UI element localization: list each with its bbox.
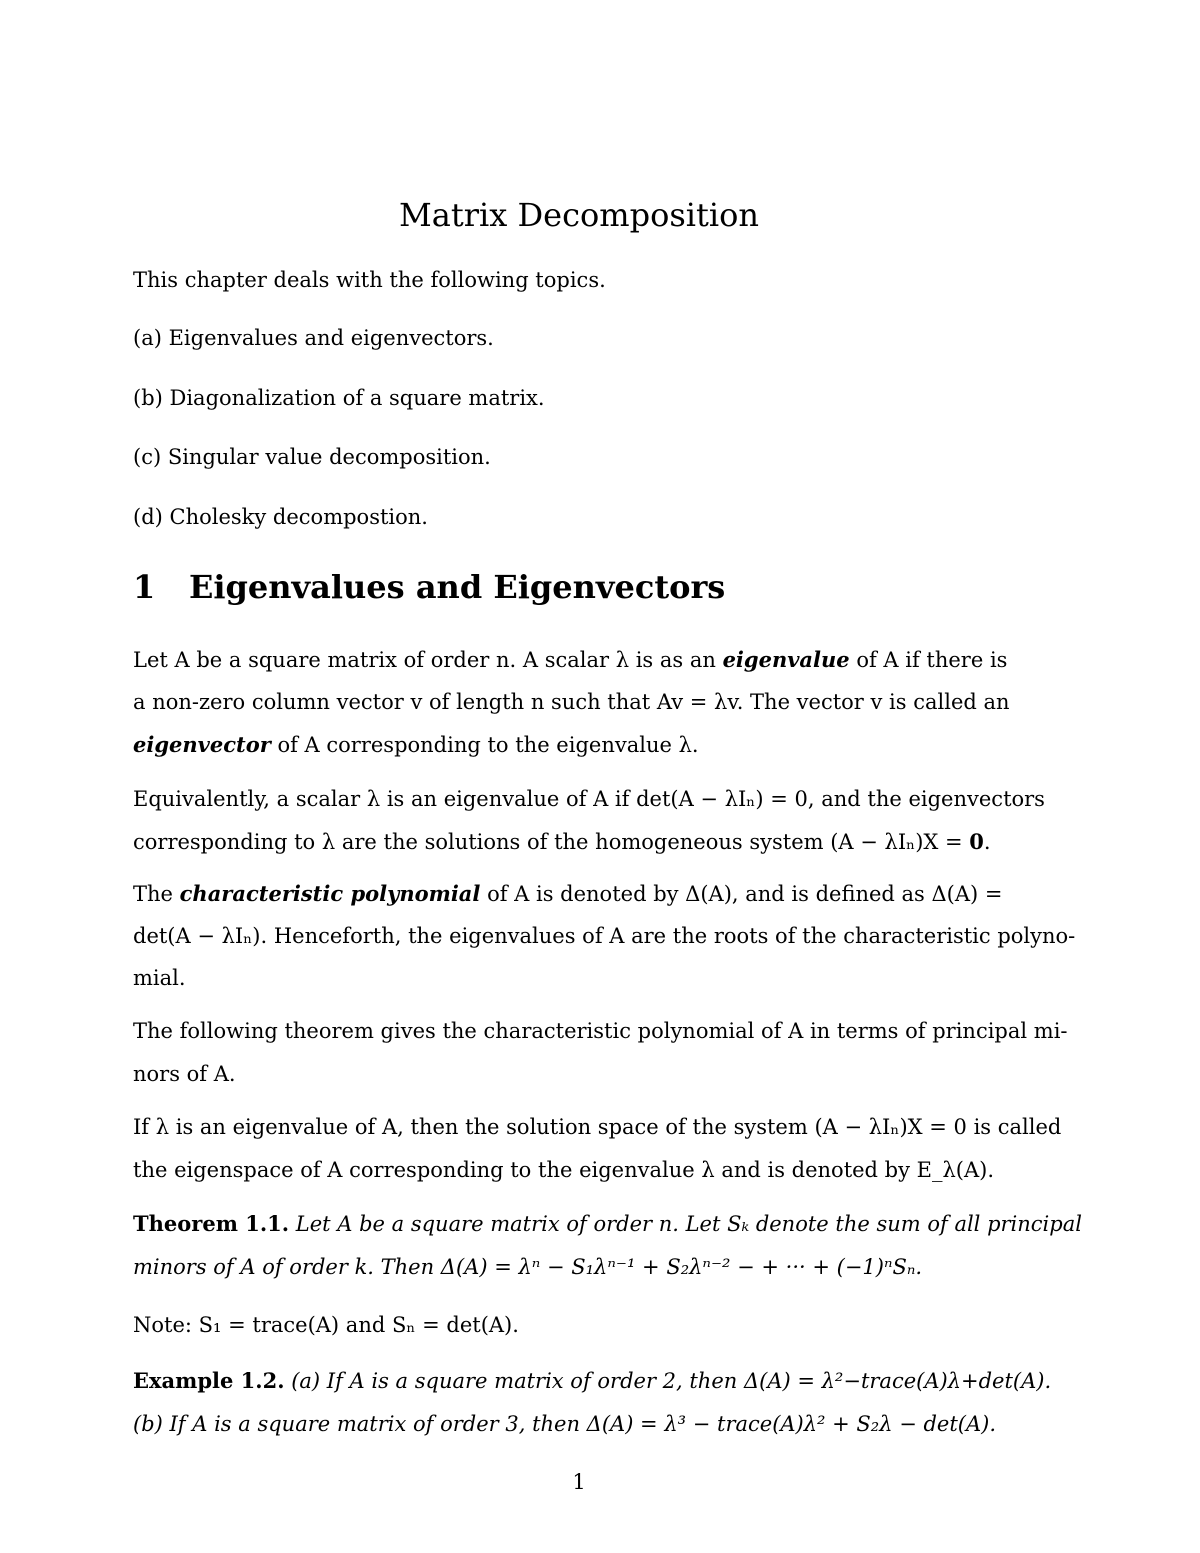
term-characteristic-polynomial: characteristic polynomial [179,881,481,906]
topic-d: (d) Cholesky decompostion. [133,505,428,529]
p2-text-a: corresponding to λ are the solutions of the homogeneous system (A − λIₙ)X = [133,830,970,854]
term-eigenvalue: eigenvalue [722,647,850,672]
example-line-1 [133,1367,1051,1395]
zero-vector: 0 [969,829,984,854]
theorem-line-2: minors of A of order k. Then Δ(A) = λⁿ − S₁λⁿ⁻¹ + S₂λⁿ⁻² − + ··· + (−1)ⁿSₙ. [133,1255,923,1279]
p4-line-1: The following theorem gives the characteristic polynomial of A in terms of principal mi- [133,1019,1068,1043]
p2-text-b: . [983,830,991,854]
p1-line-2: a non-zero column vector v of length n such that Av = λv. The vector v is called an [133,690,1010,714]
page-number: 1 [572,1470,586,1494]
p4-line-2: nors of A. [133,1062,236,1086]
section-heading [133,568,725,606]
section-number: 1 [133,568,156,606]
topic-a: (a) Eigenvalues and eigenvectors. [133,326,494,350]
p3-text-a: The [133,882,180,906]
theorem-text-1: Let A be a square matrix of order n. Let Sₖ denote the sum of all principal [289,1212,1082,1236]
term-eigenvector: eigenvector [133,732,271,757]
p1-text-a: Let A be a square matrix of order n. A scalar λ is as an [133,648,723,672]
example-label: Example 1.2. [133,1368,285,1393]
example-line-2: (b) If A is a square matrix of order 3, then Δ(A) = λ³ − trace(A)λ² + S₂λ − det(A). [133,1412,997,1436]
page-title: Matrix Decomposition [399,196,759,234]
p2-line-1: Equivalently, a scalar λ is an eigenvalue of A if det(A − λIₙ) = 0, and the eigenvectors [133,787,1045,811]
p2-line-2 [133,828,991,856]
topic-c: (c) Singular value decomposition. [133,445,491,469]
p1-line-1 [133,646,1007,674]
theorem-line-1 [133,1210,1082,1238]
example-text-1: (a) If A is a square matrix of order 2, then Δ(A) = λ²−trace(A)λ+det(A). [284,1369,1052,1393]
theorem-label: Theorem 1.1. [133,1211,290,1236]
topic-b: (b) Diagonalization of a square matrix. [133,386,545,410]
p3-line-1 [133,880,1002,908]
section-title: Eigenvalues and Eigenvectors [189,568,726,606]
p1-line-3 [133,731,699,759]
p3-line-3: mial. [133,966,186,990]
p5-line-1: If λ is an eigenvalue of A, then the solution space of the system (A − λIₙ)X = 0 is called [133,1115,1062,1139]
p3-line-2: det(A − λIₙ). Henceforth, the eigenvalues of A are the roots of the characteristic polyno- [133,924,1076,948]
intro-text: This chapter deals with the following topics. [133,268,606,292]
p5-line-2: the eigenspace of A corresponding to the eigenvalue λ and is denoted by E_λ(A). [133,1158,995,1182]
p3-text-b: of A is denoted by Δ(A), and is defined as Δ(A) = [480,882,1003,906]
note-line: Note: S₁ = trace(A) and Sₙ = det(A). [133,1313,519,1337]
p1-text-b: of A if there is [849,648,1008,672]
p1-text-c: of A corresponding to the eigenvalue λ. [270,733,699,757]
